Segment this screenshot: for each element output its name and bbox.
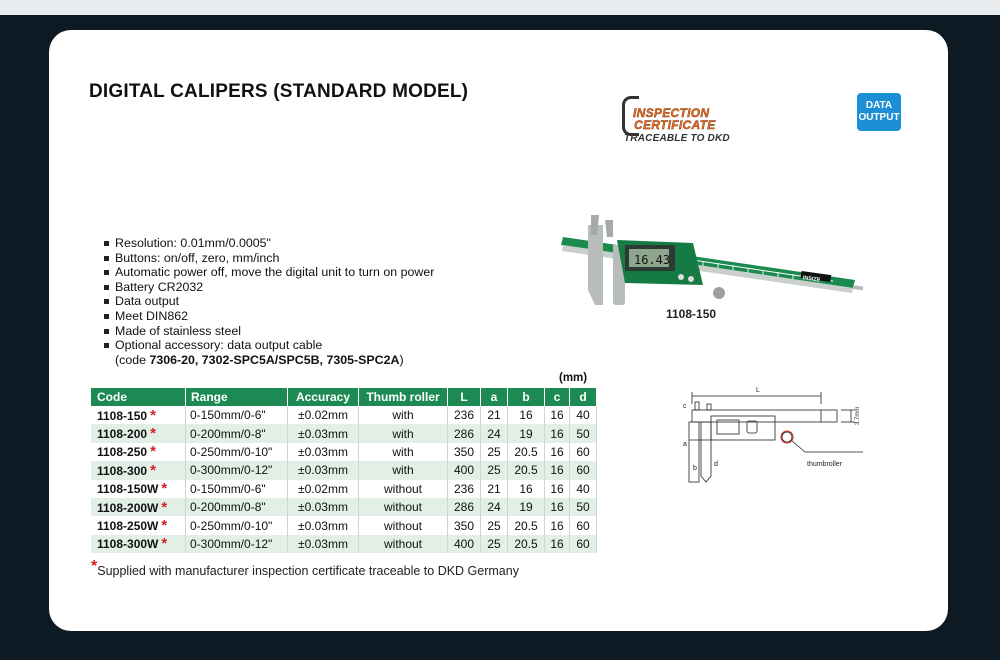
accessory-suffix: ) xyxy=(399,352,404,367)
caliper-display-reading: 16.43 xyxy=(634,253,671,267)
cell-a: 25 xyxy=(481,516,508,534)
table-row xyxy=(91,535,597,553)
cell-l: 400 xyxy=(448,535,481,553)
certificate-star-icon: * xyxy=(161,535,168,553)
cell-accuracy: ±0.02mm xyxy=(288,480,359,498)
table-unit-label: (mm) xyxy=(559,372,588,384)
cell-thumb: with xyxy=(359,443,448,461)
specification-table xyxy=(91,388,597,553)
cell-thumb: without xyxy=(359,535,448,553)
column-header-c: c xyxy=(545,388,570,406)
cell-a: 21 xyxy=(481,480,508,498)
cell-accuracy: ±0.03mm xyxy=(288,461,359,479)
cell-d: 50 xyxy=(570,424,597,442)
drawing-label-thumbroller: thumbroller xyxy=(807,461,843,468)
cell-c: 16 xyxy=(545,480,570,498)
cell-b: 19 xyxy=(508,498,545,516)
cell-d: 60 xyxy=(570,461,597,479)
cell-b: 20.5 xyxy=(508,461,545,479)
cell-range: 0-200mm/0-8" xyxy=(186,498,288,516)
certificate-star-icon: * xyxy=(150,461,156,479)
accessory-prefix: (code xyxy=(115,352,150,367)
cell-l: 350 xyxy=(448,443,481,461)
data-output-badge xyxy=(857,93,901,131)
cell-l: 286 xyxy=(448,498,481,516)
cell-c: 16 xyxy=(545,424,570,442)
product-model-label: 1108-150 xyxy=(666,307,717,321)
page-title: DIGITAL CALIPERS (STANDARD MODEL) xyxy=(89,81,469,102)
cell-range: 0-250mm/0-10" xyxy=(186,443,288,461)
column-header-code: Code xyxy=(91,388,186,406)
cell-c: 16 xyxy=(545,443,570,461)
cell-range: 0-150mm/0-6" xyxy=(186,406,288,424)
cell-b: 20.5 xyxy=(508,535,545,553)
cell-c: 16 xyxy=(545,406,570,424)
cell-b: 16 xyxy=(508,480,545,498)
cell-accuracy: ±0.03mm xyxy=(288,424,359,442)
cell-range: 0-250mm/0-10" xyxy=(186,516,288,534)
cell-l: 236 xyxy=(448,480,481,498)
cell-a: 24 xyxy=(481,424,508,442)
cell-a: 25 xyxy=(481,443,508,461)
product-card xyxy=(49,30,948,631)
cell-range: 0-300mm/0-12" xyxy=(186,461,288,479)
table-row xyxy=(91,480,597,498)
column-header-b: b xyxy=(508,388,545,406)
code-text: 1108-250 xyxy=(97,445,148,460)
certificate-line1: INSPECTION xyxy=(633,106,710,120)
feature-item: Battery CR2032 xyxy=(102,280,434,295)
feature-item: Data output xyxy=(102,294,434,309)
cell-l: 236 xyxy=(448,406,481,424)
certificate-star-icon: * xyxy=(161,498,168,516)
cell-range: 0-200mm/0-8" xyxy=(186,424,288,442)
table-row xyxy=(91,406,597,424)
column-header-d: d xyxy=(570,388,597,406)
column-header-range: Range xyxy=(186,388,288,406)
footnote-text: Supplied with manufacturer inspection certificate traceable to DKD Germany xyxy=(97,564,519,578)
cell-d: 60 xyxy=(570,443,597,461)
cell-d: 60 xyxy=(570,516,597,534)
code-text: 1108-150 xyxy=(97,408,148,423)
cell-b: 16 xyxy=(508,406,545,424)
feature-item: Automatic power off, move the digital unit to turn on power xyxy=(102,265,434,280)
drawing-label-c: c xyxy=(683,403,687,410)
cell-a: 25 xyxy=(481,461,508,479)
cell-accuracy: ±0.03mm xyxy=(288,535,359,553)
badge-line2: OUTPUT xyxy=(858,112,900,123)
cell-code xyxy=(91,535,186,553)
table-row xyxy=(91,424,597,442)
caliper-photo xyxy=(533,185,863,305)
accessory-codes-line xyxy=(102,353,434,368)
cell-d: 40 xyxy=(570,480,597,498)
feature-list xyxy=(102,236,434,367)
inspection-certificate-logo xyxy=(622,96,742,146)
table-row xyxy=(91,516,597,534)
cell-thumb: with xyxy=(359,461,448,479)
cell-thumb: with xyxy=(359,424,448,442)
feature-item: Resolution: 0.01mm/0.0005" xyxy=(102,236,434,251)
cell-d: 40 xyxy=(570,406,597,424)
drawing-label-l: L xyxy=(756,387,760,394)
cell-d: 60 xyxy=(570,535,597,553)
cell-code xyxy=(91,424,186,442)
cell-l: 350 xyxy=(448,516,481,534)
code-text: 1108-200 xyxy=(97,427,148,442)
certificate-star-icon: * xyxy=(150,443,156,461)
cell-thumb: without xyxy=(359,498,448,516)
table-row xyxy=(91,443,597,461)
cell-a: 21 xyxy=(481,406,508,424)
table-row xyxy=(91,498,597,516)
caliper-dimension-drawing xyxy=(673,380,869,492)
code-text: 1108-200W xyxy=(97,500,159,515)
cell-a: 25 xyxy=(481,535,508,553)
cell-range: 0-300mm/0-12" xyxy=(186,535,288,553)
certificate-star-icon: * xyxy=(161,480,168,498)
code-text: 1108-300W xyxy=(97,537,159,552)
cell-code xyxy=(91,461,186,479)
cell-accuracy: ±0.03mm xyxy=(288,516,359,534)
cell-d: 50 xyxy=(570,498,597,516)
cell-code xyxy=(91,480,186,498)
footnote-star-icon: * xyxy=(91,558,98,575)
cell-l: 400 xyxy=(448,461,481,479)
drawing-label-a: a xyxy=(683,441,687,448)
cell-code xyxy=(91,516,186,534)
table-header-row xyxy=(91,388,597,406)
cell-accuracy: ±0.02mm xyxy=(288,406,359,424)
cell-b: 19 xyxy=(508,424,545,442)
column-header-thumb-roller: Thumb roller xyxy=(359,388,448,406)
cell-b: 20.5 xyxy=(508,443,545,461)
cell-thumb: without xyxy=(359,480,448,498)
cell-accuracy: ±0.03mm xyxy=(288,498,359,516)
cell-c: 16 xyxy=(545,498,570,516)
column-header-accuracy: Accuracy xyxy=(288,388,359,406)
code-text: 1108-150W xyxy=(97,482,159,497)
cell-code xyxy=(91,443,186,461)
cell-thumb: with xyxy=(359,406,448,424)
code-text: 1108-300 xyxy=(97,463,148,478)
feature-item: Buttons: on/off, zero, mm/inch xyxy=(102,251,434,266)
feature-item: Made of stainless steel xyxy=(102,324,434,339)
cell-c: 16 xyxy=(545,461,570,479)
cell-a: 24 xyxy=(481,498,508,516)
footnote xyxy=(91,558,519,580)
code-text: 1108-250W xyxy=(97,519,159,534)
cell-range: 0-150mm/0-6" xyxy=(186,480,288,498)
cell-c: 16 xyxy=(545,535,570,553)
drawing-label-b: b xyxy=(693,465,697,472)
top-bar xyxy=(0,0,1000,15)
caliper-brand: INSIZE xyxy=(802,275,821,284)
column-header-l: L xyxy=(448,388,481,406)
drawing-label-dim: 3.7mm xyxy=(855,406,861,425)
cell-c: 16 xyxy=(545,516,570,534)
cell-code xyxy=(91,406,186,424)
badge-line1: DATA xyxy=(865,100,893,111)
table-row xyxy=(91,461,597,479)
accessory-codes: 7306-20, 7302-SPC5A/SPC5B, 7305-SPC2A xyxy=(149,352,400,367)
cell-l: 286 xyxy=(448,424,481,442)
certificate-star-icon: * xyxy=(161,517,168,535)
certificate-line2: CERTIFICATE xyxy=(634,118,716,132)
cell-code xyxy=(91,498,186,516)
certificate-star-icon: * xyxy=(150,406,156,424)
certificate-line3: TRACEABLE TO DKD xyxy=(624,133,730,144)
cell-b: 20.5 xyxy=(508,516,545,534)
cell-thumb: without xyxy=(359,516,448,534)
certificate-star-icon: * xyxy=(150,425,156,443)
drawing-label-d: d xyxy=(714,461,718,468)
cell-accuracy: ±0.03mm xyxy=(288,443,359,461)
feature-item: Optional accessory: data output cable xyxy=(102,338,434,353)
feature-item: Meet DIN862 xyxy=(102,309,434,324)
column-header-a: a xyxy=(481,388,508,406)
